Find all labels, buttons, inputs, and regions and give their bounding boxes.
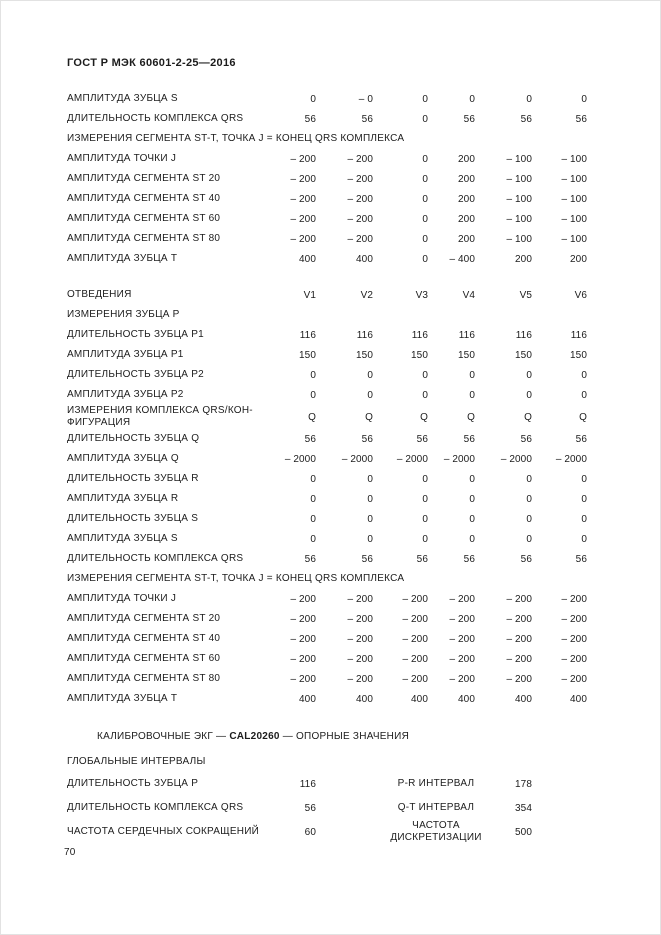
- row-label: ИЗМЕРЕНИЯ ЗУБЦА P: [67, 309, 180, 320]
- row-value: – 100: [506, 233, 532, 245]
- row-value: 200: [570, 253, 587, 265]
- row-value: V1: [303, 289, 316, 301]
- row-label: ДЛИТЕЛЬНОСТЬ ЗУБЦА P2: [67, 369, 204, 380]
- row-value: 0: [469, 389, 475, 401]
- row-value: 0: [367, 473, 373, 485]
- row-value: – 200: [506, 613, 532, 625]
- table-row: [67, 489, 589, 509]
- row-value: 200: [458, 213, 475, 225]
- row-value: – 200: [290, 213, 316, 225]
- table-row: [67, 89, 589, 109]
- row-value: V3: [415, 289, 428, 301]
- row-value: 116: [299, 329, 316, 341]
- table-row: [67, 285, 589, 305]
- measurements-table: [67, 89, 589, 709]
- table-row: [67, 509, 589, 529]
- row-label: ИЗМЕРЕНИЯ СЕГМЕНТА ST-T, ТОЧКА J = КОНЕЦ QRS КОМПЛЕКСА: [67, 133, 405, 144]
- table-spacer: [67, 269, 589, 285]
- table-row: [67, 609, 589, 629]
- row-value: 0: [581, 389, 587, 401]
- row-value: 56: [463, 553, 475, 565]
- table-row: [67, 109, 589, 129]
- row-value: 0: [581, 533, 587, 545]
- row-value: 0: [367, 369, 373, 381]
- row-value: – 2000: [500, 453, 532, 465]
- row-value: – 200: [561, 673, 587, 685]
- row-value: – 200: [290, 593, 316, 605]
- row-value: – 200: [449, 673, 475, 685]
- row-value: 116: [515, 329, 532, 341]
- row-value: 0: [581, 513, 587, 525]
- row-label: АМПЛИТУДА СЕГМЕНТА ST 40: [67, 633, 221, 644]
- table-row: [67, 365, 589, 385]
- row-value: 150: [411, 349, 428, 361]
- row-label-right: P-R ИНТЕРВАЛ: [397, 778, 475, 789]
- row-value: – 200: [449, 633, 475, 645]
- row-value: 56: [416, 553, 428, 565]
- global-interval-row: [67, 772, 589, 796]
- row-value: 56: [520, 433, 532, 445]
- row-value: – 200: [402, 613, 428, 625]
- row-value: – 2000: [396, 453, 428, 465]
- row-label: АМПЛИТУДА ТОЧКИ J: [67, 153, 177, 164]
- row-value: 0: [422, 513, 428, 525]
- global-intervals-heading: ГЛОБАЛЬНЫЕ ИНТЕРВАЛЫ: [67, 755, 206, 767]
- row-value: – 100: [506, 173, 532, 185]
- row-value: 400: [356, 253, 373, 265]
- table-section-row: [67, 569, 589, 589]
- global-interval-row: [67, 796, 589, 820]
- row-value: – 2000: [555, 453, 587, 465]
- row-value: V2: [360, 289, 373, 301]
- row-label: АМПЛИТУДА СЕГМЕНТА ST 80: [67, 233, 221, 244]
- row-value: 0: [422, 93, 428, 105]
- row-value: 56: [520, 113, 532, 125]
- row-value: 116: [411, 329, 428, 341]
- row-label: ДЛИТЕЛЬНОСТЬ КОМПЛЕКСА QRS: [67, 113, 244, 124]
- row-label: ИЗМЕРЕНИЯ КОМПЛЕКСА QRS/КОН-ФИГУРАЦИЯ: [67, 405, 253, 428]
- row-value: 0: [422, 233, 428, 245]
- row-value: – 200: [290, 193, 316, 205]
- row-value: 200: [458, 173, 475, 185]
- column-gap: [316, 784, 376, 785]
- row-value: 56: [361, 113, 373, 125]
- row-value: 0: [422, 493, 428, 505]
- row-value: – 2000: [443, 453, 475, 465]
- row-value: – 200: [561, 653, 587, 665]
- row-value: 400: [411, 693, 428, 705]
- row-value: 150: [356, 349, 373, 361]
- row-value: 116: [570, 329, 587, 341]
- row-label: АМПЛИТУДА СЕГМЕНТА ST 40: [67, 193, 221, 204]
- row-value: 0: [310, 493, 316, 505]
- row-label: АМПЛИТУДА СЕГМЕНТА ST 60: [67, 213, 221, 224]
- row-value: 0: [469, 513, 475, 525]
- row-value: 200: [515, 253, 532, 265]
- row-label: ИЗМЕРЕНИЯ СЕГМЕНТА ST-T, ТОЧКА J = КОНЕЦ QRS КОМПЛЕКСА: [67, 573, 405, 584]
- row-value: – 200: [347, 233, 373, 245]
- global-interval-row: [67, 820, 589, 844]
- table-row: [67, 405, 589, 429]
- table-row: [67, 629, 589, 649]
- table-row: [67, 345, 589, 365]
- row-value: – 200: [449, 613, 475, 625]
- row-value: 0: [422, 173, 428, 185]
- row-value: 0: [422, 369, 428, 381]
- row-value: 0: [310, 389, 316, 401]
- row-label: АМПЛИТУДА ЗУБЦА S: [67, 533, 178, 544]
- row-value: – 200: [290, 673, 316, 685]
- table-row: [67, 649, 589, 669]
- row-value: 56: [575, 113, 587, 125]
- row-value: 400: [299, 693, 316, 705]
- row-value: 56: [304, 113, 316, 125]
- row-value: – 200: [347, 213, 373, 225]
- row-value: 0: [526, 473, 532, 485]
- row-value: – 200: [506, 673, 532, 685]
- page-number: 70: [64, 847, 76, 858]
- row-value-right: 354: [515, 802, 532, 814]
- row-value: – 200: [347, 673, 373, 685]
- row-value: – 2000: [341, 453, 373, 465]
- row-label: АМПЛИТУДА СЕГМЕНТА ST 80: [67, 673, 221, 684]
- row-value: – 200: [347, 153, 373, 165]
- table-row: [67, 189, 589, 209]
- row-value: – 200: [290, 613, 316, 625]
- row-label: АМПЛИТУДА ЗУБЦА P2: [67, 389, 184, 400]
- row-value: 0: [422, 253, 428, 265]
- row-value: 56: [575, 553, 587, 565]
- row-value: 150: [299, 349, 316, 361]
- row-value: 150: [458, 349, 475, 361]
- doc-header: ГОСТ Р МЭК 60601-2-25—2016: [67, 57, 236, 69]
- row-value: – 200: [449, 593, 475, 605]
- row-label: ДЛИТЕЛЬНОСТЬ ЗУБЦА R: [67, 473, 199, 484]
- row-value: – 200: [347, 193, 373, 205]
- row-value: – 200: [290, 653, 316, 665]
- row-value: – 100: [561, 213, 587, 225]
- row-value: – 200: [347, 633, 373, 645]
- row-label-right: ЧАСТОТА ДИСКРЕТИЗАЦИИ: [390, 820, 482, 843]
- table-row: [67, 529, 589, 549]
- row-value: 0: [310, 93, 316, 105]
- row-value: – 200: [506, 653, 532, 665]
- row-value: Q: [420, 411, 428, 423]
- table-row: [67, 385, 589, 405]
- row-value: 400: [570, 693, 587, 705]
- table-row: [67, 589, 589, 609]
- row-value: – 200: [347, 593, 373, 605]
- row-value: – 100: [561, 233, 587, 245]
- row-value: 0: [367, 389, 373, 401]
- row-label: АМПЛИТУДА СЕГМЕНТА ST 20: [67, 613, 221, 624]
- row-value: 0: [422, 533, 428, 545]
- table-row: [67, 229, 589, 249]
- row-value: V5: [519, 289, 532, 301]
- table-row: [67, 209, 589, 229]
- row-value: – 200: [402, 593, 428, 605]
- row-value: 56: [463, 433, 475, 445]
- row-value: 0: [526, 533, 532, 545]
- row-value: – 200: [290, 173, 316, 185]
- row-value: 0: [469, 473, 475, 485]
- row-value: 0: [526, 389, 532, 401]
- column-gap: [316, 808, 376, 809]
- row-value: – 100: [506, 213, 532, 225]
- row-value: 0: [526, 513, 532, 525]
- row-value: 200: [458, 153, 475, 165]
- row-value: 0: [581, 369, 587, 381]
- row-value: – 200: [402, 673, 428, 685]
- table-row: [67, 469, 589, 489]
- row-value: Q: [308, 411, 316, 423]
- row-value: 0: [422, 213, 428, 225]
- column-gap: [316, 832, 376, 833]
- row-value: 0: [422, 193, 428, 205]
- row-value: 150: [570, 349, 587, 361]
- row-value: 200: [458, 233, 475, 245]
- row-value: V6: [574, 289, 587, 301]
- row-value: 0: [526, 369, 532, 381]
- row-value: – 200: [561, 633, 587, 645]
- row-value: 60: [304, 826, 316, 838]
- row-value-right: 500: [515, 826, 532, 838]
- row-label: ДЛИТЕЛЬНОСТЬ ЗУБЦА Q: [67, 433, 200, 444]
- row-value: 56: [416, 433, 428, 445]
- row-value: Q: [467, 411, 475, 423]
- row-value: 0: [469, 493, 475, 505]
- row-value: 56: [463, 113, 475, 125]
- row-value: 0: [581, 493, 587, 505]
- row-value: 0: [310, 473, 316, 485]
- row-label: АМПЛИТУДА ЗУБЦА P1: [67, 349, 184, 360]
- row-label: АМПЛИТУДА ЗУБЦА S: [67, 93, 178, 104]
- row-value: 0: [469, 533, 475, 545]
- table-row: [67, 249, 589, 269]
- row-value: 56: [575, 433, 587, 445]
- row-value: – 200: [402, 633, 428, 645]
- calibration-code: CAL20260: [229, 731, 280, 742]
- row-value: – 200: [290, 153, 316, 165]
- row-label: АМПЛИТУДА ЗУБЦА Т: [67, 693, 178, 704]
- row-value: 56: [304, 802, 316, 814]
- row-value: 400: [458, 693, 475, 705]
- row-value: – 100: [561, 153, 587, 165]
- row-label: АМПЛИТУДА СЕГМЕНТА ST 60: [67, 653, 221, 664]
- row-value: 400: [299, 253, 316, 265]
- row-value: – 200: [561, 593, 587, 605]
- row-value: – 200: [290, 233, 316, 245]
- row-value: 0: [469, 369, 475, 381]
- row-value: – 200: [290, 633, 316, 645]
- row-value: – 100: [506, 153, 532, 165]
- calibration-title: [67, 731, 595, 742]
- row-label-right: Q-T ИНТЕРВАЛ: [397, 802, 475, 813]
- row-value: 0: [310, 513, 316, 525]
- row-label: ДЛИТЕЛЬНОСТЬ КОМПЛЕКСА QRS: [67, 553, 244, 564]
- row-label: ОТВЕДЕНИЯ: [67, 289, 132, 300]
- row-value: 56: [304, 553, 316, 565]
- row-label: АМПЛИТУДА ЗУБЦА Q: [67, 453, 179, 464]
- row-value: 150: [515, 349, 532, 361]
- row-value: 0: [422, 389, 428, 401]
- row-value: Q: [365, 411, 373, 423]
- row-value: 0: [469, 93, 475, 105]
- row-value: 56: [361, 553, 373, 565]
- row-value: – 100: [561, 173, 587, 185]
- row-value: 56: [520, 553, 532, 565]
- row-value: – 200: [347, 653, 373, 665]
- table-row: [67, 549, 589, 569]
- row-value: 56: [304, 433, 316, 445]
- row-value: 0: [367, 493, 373, 505]
- row-value: 0: [367, 533, 373, 545]
- row-value: – 200: [449, 653, 475, 665]
- table-row: [67, 429, 589, 449]
- row-value: 400: [356, 693, 373, 705]
- row-value: – 400: [449, 253, 475, 265]
- row-value: – 0: [358, 93, 373, 105]
- row-value: 56: [361, 433, 373, 445]
- global-intervals-table: [67, 772, 589, 844]
- row-value: – 100: [506, 193, 532, 205]
- row-label: ДЛИТЕЛЬНОСТЬ КОМПЛЕКСА QRS: [67, 802, 244, 813]
- row-value: 0: [367, 513, 373, 525]
- row-value: – 200: [347, 173, 373, 185]
- row-value: 0: [526, 493, 532, 505]
- row-value: 200: [458, 193, 475, 205]
- table-row: [67, 169, 589, 189]
- row-value: V4: [462, 289, 475, 301]
- row-value: – 100: [561, 193, 587, 205]
- row-label: АМПЛИТУДА ЗУБЦА Т: [67, 253, 178, 264]
- row-label: ДЛИТЕЛЬНОСТЬ ЗУБЦА S: [67, 513, 199, 524]
- table-row: [67, 325, 589, 345]
- row-label: ЧАСТОТА СЕРДЕЧНЫХ СОКРАЩЕНИЙ: [67, 826, 260, 837]
- row-value: Q: [579, 411, 587, 423]
- calibration-title-suffix: — ОПОРНЫЕ ЗНАЧЕНИЯ: [279, 731, 410, 742]
- row-value: – 2000: [284, 453, 316, 465]
- row-value: – 200: [561, 613, 587, 625]
- row-value: 0: [422, 473, 428, 485]
- table-row: [67, 669, 589, 689]
- row-value: – 200: [402, 653, 428, 665]
- row-value: 116: [299, 778, 316, 790]
- row-value: – 200: [506, 633, 532, 645]
- table-row: [67, 449, 589, 469]
- row-value: 0: [310, 369, 316, 381]
- row-label: АМПЛИТУДА СЕГМЕНТА ST 20: [67, 173, 221, 184]
- row-value: 0: [422, 113, 428, 125]
- table-section-row: [67, 129, 589, 149]
- row-value: 0: [526, 93, 532, 105]
- table-row: [67, 149, 589, 169]
- table-row: [67, 689, 589, 709]
- row-value: 0: [422, 153, 428, 165]
- row-value: – 200: [347, 613, 373, 625]
- row-value: 0: [310, 533, 316, 545]
- row-value: 400: [515, 693, 532, 705]
- row-value: 116: [458, 329, 475, 341]
- row-label: ДЛИТЕЛЬНОСТЬ ЗУБЦА P1: [67, 329, 204, 340]
- row-label: АМПЛИТУДА ТОЧКИ J: [67, 593, 177, 604]
- row-label: АМПЛИТУДА ЗУБЦА R: [67, 493, 179, 504]
- row-value: 116: [356, 329, 373, 341]
- row-value: 0: [581, 473, 587, 485]
- row-value: – 200: [506, 593, 532, 605]
- calibration-title-prefix: КАЛИБРОВОЧНЫЕ ЭКГ —: [97, 731, 230, 742]
- row-label: ДЛИТЕЛЬНОСТЬ ЗУБЦА P: [67, 778, 199, 789]
- row-value-right: 178: [515, 778, 532, 790]
- row-value: Q: [524, 411, 532, 423]
- table-section-row: [67, 305, 589, 325]
- row-value: 0: [581, 93, 587, 105]
